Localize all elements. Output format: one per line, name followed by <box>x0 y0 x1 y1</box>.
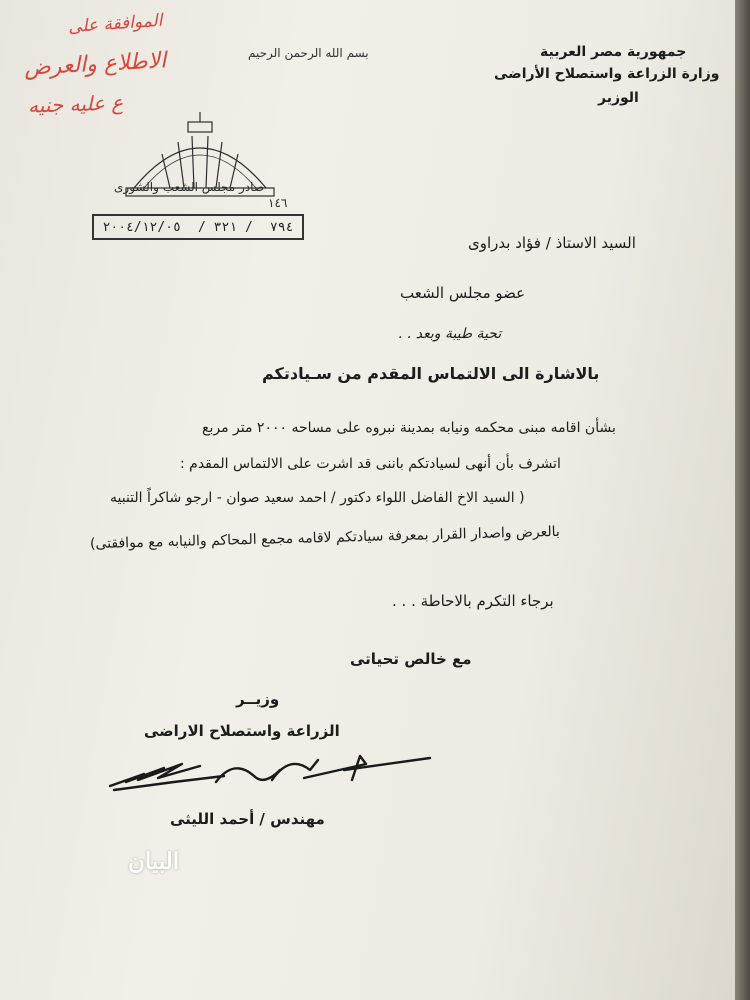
watermark-logo: البيان <box>128 848 180 875</box>
stamp-ref-b: / ٣٢١ / <box>197 219 253 235</box>
letterhead-ministry: وزارة الزراعة واستصلاح الأراضى <box>494 66 720 82</box>
closing-request: برجاء التكرم بالاحاطة . . . <box>392 592 554 610</box>
signatory-role: وزيــر <box>236 690 280 708</box>
recipient-title: عضو مجلس الشعب <box>400 284 526 302</box>
body-line-1: اتشرف بأن أنهى لسيادتكم باننى قد اشرت على الالتماس المقدم : <box>180 456 561 472</box>
handwritten-note-line-1: الموافقة على <box>67 10 164 38</box>
regards: مع خالص تحياتى <box>350 650 472 668</box>
signatory-ministry: الزراعة واستصلاح الاراضى <box>144 722 340 740</box>
stamp-date: ٢٠٠٤/١٢/٠٥ <box>102 219 181 235</box>
stamp-label: صادر مجلس الشعب والشورى <box>114 180 265 194</box>
letterhead-country: جمهورية مصر العربية <box>540 44 687 60</box>
body-line-3: بالعرض واصدار القرار بمعرفة سيادتكم لاقامه مجمع المحاكم والنيابه مع موافقتى) <box>89 523 560 553</box>
stamp-reference-box <box>92 214 304 240</box>
stamp-number: ١٤٦ <box>268 196 288 210</box>
parliament-stamp <box>92 110 310 242</box>
reference-line: بالاشارة الى الالتماس المقدم من سـيادتكم <box>262 364 600 383</box>
stamp-ref-a: ٧٩٤ <box>269 219 294 235</box>
basmala: بسم الله الرحمن الرحيم <box>248 46 369 60</box>
subject-line: بشأن اقامه مبنى محكمه ونيابه بمدينة نبروه على مساحه ٢٠٠٠ متر مربع <box>202 420 616 436</box>
letterhead-office: الوزير <box>598 90 639 106</box>
handwritten-signature-icon <box>104 746 444 806</box>
body-line-2: ( السيد الاخ الفاضل اللواء دكتور / احمد سعيد صوان - ارجو شاكراً التنبيه <box>110 490 525 506</box>
handwritten-note-line-3: ع عليه جنيه <box>27 90 124 118</box>
greeting: تحية طيبة وبعد . . <box>398 326 502 342</box>
recipient-name: السيد الاستاذ / فؤاد بدراوى <box>468 234 636 252</box>
signatory-name: مهندس / أحمد الليثى <box>170 810 325 828</box>
page-shadow-edge <box>735 0 750 1000</box>
handwritten-note-line-2: الاطلاع والعرض <box>23 48 167 81</box>
